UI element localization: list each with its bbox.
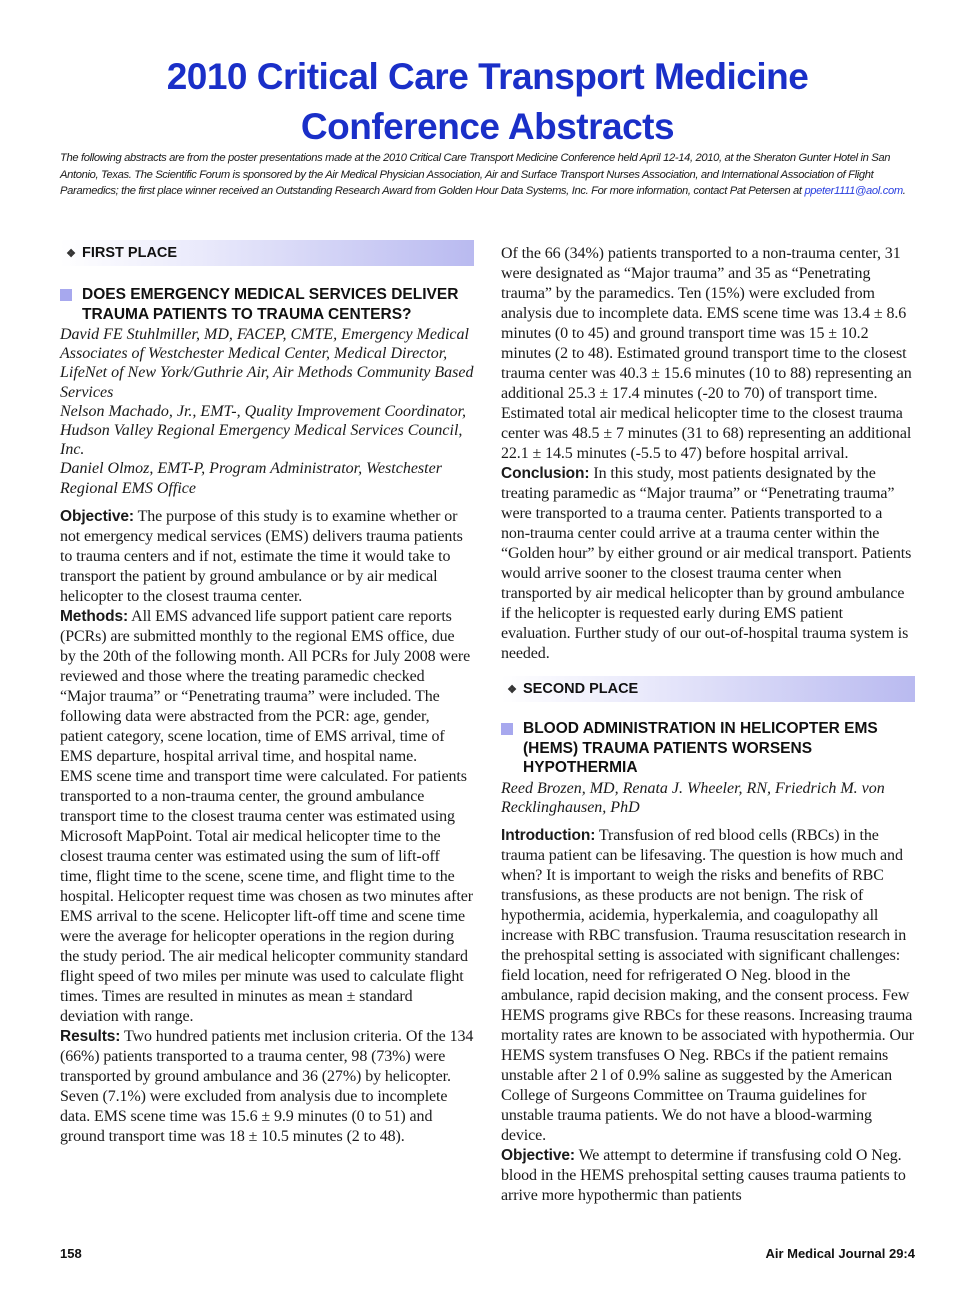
diamond-bullet-icon: ❖ (507, 683, 517, 696)
left-column (60, 240, 474, 1147)
author-line: Daniel Olmoz, EMT-P, Program Administrator, Westchester Regional EMS Office (60, 460, 442, 497)
abstract-title: DOES EMERGENCY MEDICAL SERVICES DELIVER TRAUMA PATIENTS TO TRAUMA CENTERS? (60, 285, 474, 324)
first-place-bar (60, 240, 474, 266)
abstract-body (60, 507, 474, 1147)
objective-text: The purpose of this study is to examine whether or not emergency medical services (EMS) delivers trauma patients to trauma centers and if not, estimate the time it would take to transport the patient by ground ambulance or by air medical helicopter to the closest trauma center. (60, 507, 463, 605)
results-text: Two hundred patients met inclusion criteria. Of the 134 (66%) patients transported to a trauma center, 98 (73%) were transported by ground ambulance and 36 (27%) by helicopter. Seven (7.1%) were excluded from analysis due to incomplete data. EMS scene time was 15.6 ± 9.9 minutes (0 to 51) and ground transport time was 18 ± 10.5 minutes (2 to 48). (60, 1027, 474, 1145)
abstract-body (501, 826, 915, 1206)
authors (60, 325, 474, 498)
objective-label: Objective: (501, 1146, 575, 1164)
objective-label: Objective: (60, 507, 134, 525)
conclusion-label: Conclusion: (501, 465, 590, 482)
second-place-bar (501, 676, 915, 702)
methods-text: All EMS advanced life support patient care reports (PCRs) are submitted monthly to the regional EMS office, due by the 20th of the following month. All PCRs for July 2008 were reviewed and those where the treating paramedic checked “Major trauma” or “Penetrating trauma” were included. The following data were abstracted from the PCR: age, gender, patient category, scene location, time of EMS arrival, time of EMS departure, hospital arrival time, and hospital name. (60, 607, 471, 765)
right-column (501, 244, 915, 1206)
methods-label: Methods: (60, 607, 129, 625)
author-line: David FE Stuhlmiller, MD, FACEP, CMTE, Emergency Medical Associates of Westchester Medical Center, Medical Director, LifeNet of New York/Guthrie Air, Air Methods Community Based Services (60, 326, 474, 401)
section-label: FIRST PLACE (82, 245, 178, 261)
intro-paragraph (60, 150, 915, 200)
page-number: 158 (60, 1246, 82, 1261)
objective-paragraph (501, 1146, 915, 1206)
objective-text: We attempt to determine if transfusing cold O Neg. blood in the HEMS prehospital setting causes trauma patients to arrive more hypothermic than patients (501, 1146, 906, 1204)
journal-citation: Air Medical Journal 29:4 (765, 1246, 915, 1261)
section-label: SECOND PLACE (523, 681, 639, 697)
objective-paragraph (60, 507, 474, 607)
intro-end: . (902, 185, 906, 198)
square-bullet-icon (60, 285, 82, 301)
author-line: Nelson Machado, Jr., EMT-, Quality Improvement Coordinator, Hudson Valley Regional Emergency Medical Services Council, Inc. (60, 402, 467, 459)
methods-paragraph-2: EMS scene time and transport time were calculated. For patients transported to a non-trauma center, the ground ambulance transport time to the closest trauma center was estimated using Microsoft MapPoint. Total air medical helicopter time to the closest trauma center was estimated using the sum of lift-off time, flight time to the scene, scene time, and flight time to the hospital. Helicopter request time was chosen as two minutes after EMS arrival to the scene. Helicopter lift-off time and scene time were the average for helicopter operations in the region during the study period. The air medical helicopter community standard flight speed of two miles per minute was used to calculate flight times. Times are resulted in minutes as mean ± standard deviation with range. (60, 767, 473, 1025)
square-bullet-icon (501, 719, 523, 735)
abstract-body-continued (501, 244, 915, 664)
authors: Reed Brozen, MD, Renata J. Wheeler, RN, Friedrich M. von Recklinghausen, PhD (501, 779, 885, 816)
intro-text: The following abstracts are from the poster presentations made at the 2010 Critical Care Transport Medicine Conference held April 12-14, 2010, at the Sheraton Gunter Hotel in San Antonio, Texas. The Scientific Forum is sponsored by the Air Medical Physician Association, Air and Surface Transport Nurses Association, and International Association of Flight Paramedics; the first place winner received an Outstanding Research Award from Golden Hour Data Systems, Inc. For more information, contact Pat Petersen at (60, 152, 891, 198)
title-line-2: Conference Abstracts (300, 106, 675, 147)
page-title (60, 52, 915, 152)
title-line-1: 2010 Critical Care Transport Medicine (166, 56, 809, 97)
introduction-paragraph (501, 826, 915, 1146)
conclusion-text: In this study, most patients designated by the treating paramedic as “Major trauma” or “Penetrating trauma” were transported to a trauma center. Patients transported to a non-trauma center could arrive at a trauma center within the “Golden hour” by either ground or air medical transport. Patients would arrive sooner to the closest trauma center when transported by air medical helicopter than by ground ambulance if the helicopter is requested early during EMS patient evaluation. Further study of our out-of-hospital trauma system is needed. (501, 465, 912, 662)
results-paragraph (60, 1027, 474, 1147)
diamond-bullet-icon: ❖ (66, 247, 76, 260)
methods-paragraph (60, 607, 474, 767)
conclusion-paragraph (501, 464, 915, 664)
results-paragraph-2: Of the 66 (34%) patients transported to a non-trauma center, 31 were designated as “Major trauma” and 35 as “Penetrating trauma” by the paramedics. Ten (15%) were excluded from analysis due to incomplete data. EMS scene time was 13.4 ± 8.6 minutes (0 to 45) and ground transport time was 15 ± 10.2 minutes (2 to 48). Estimated ground transport time to the closest trauma center was 40.3 ± 15.6 minutes (10 to 88) representing an additional 25.3 ± 17.4 minutes (-20 to 70) of transport time. Estimated total air medical helicopter time to the closest trauma center was 48.5 ± 7 minutes (31 to 68) representing an additional 22.1 ± 14.5 minutes (-5.5 to 47) before hospital arrival. (501, 245, 912, 462)
abstract-title: BLOOD ADMINISTRATION IN HELICOPTER EMS (HEMS) TRAUMA PATIENTS WORSENS HYPOTHERMIA (501, 719, 915, 778)
introduction-text: Transfusion of red blood cells (RBCs) in the trauma patient can be lifesaving. The question is how much and when? It is important to weigh the risks and benefits of RBC transfusions, as these products are not benign. The risk of hypothermia, acidemia, hyperkalemia, and coagulopathy all increase with RBC transfusion. Trauma resuscitation research in the prehospital setting is associated with significant challenges: field location, need for refrigerated O Neg. blood in the ambulance, rapid decision making, and the consent process. Few HEMS programs give RBCs for these reasons. Increasing trauma mortality rates are known to be associated with hypothermia. Our HEMS system transfuses O Neg. RBCs if the patient remains unstable after 2 l of 0.9% saline as suggested by the American College of Surgeons Committee on Trauma guidelines for unstable trauma patients. We do not have a blood-warming device. (501, 826, 915, 1144)
contact-email-link[interactable]: ppeter1111@aol.com (804, 185, 903, 198)
results-label: Results: (60, 1027, 121, 1045)
introduction-label: Introduction: (501, 826, 596, 844)
